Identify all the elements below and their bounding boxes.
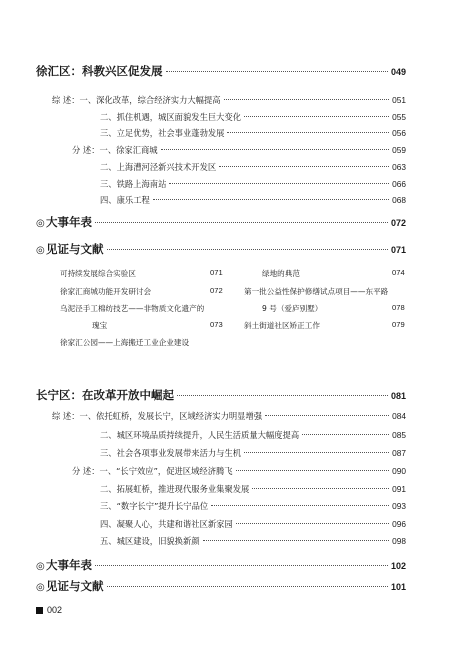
toc-entry[interactable] xyxy=(100,500,406,512)
toc-entry[interactable] xyxy=(72,144,406,156)
page-number: 068 xyxy=(392,195,406,205)
section-heading[interactable] xyxy=(36,387,406,403)
toc-entry[interactable] xyxy=(100,447,406,459)
dot-leader xyxy=(107,586,388,587)
page-number: 059 xyxy=(392,145,406,155)
entry-label: 综 述：一、依托虹桥，发展长宁，区域经济实力明显增强 xyxy=(52,411,263,421)
witness-item[interactable] xyxy=(60,268,230,279)
entry-label: 二、城区环境品质持续提升，人民生活质量大幅度提高 xyxy=(100,430,300,440)
toc-heading-chronicle[interactable] xyxy=(36,557,406,573)
dot-leader xyxy=(211,505,389,506)
bullet-icon: ◎ xyxy=(36,245,45,256)
witness-item-label: 徐家汇公园——上海搬迁工业企业建设 xyxy=(60,338,190,347)
dot-leader xyxy=(236,470,390,471)
toc-entry[interactable] xyxy=(100,194,406,206)
dot-leader xyxy=(153,199,389,200)
witness-item-label: 瑰宝 xyxy=(92,321,108,330)
footer-page-number: 002 xyxy=(47,605,63,615)
page-number: 093 xyxy=(392,501,406,511)
toc-entry[interactable] xyxy=(100,483,406,495)
page-number: 056 xyxy=(392,128,406,138)
page-number: 084 xyxy=(392,411,406,421)
page-number: 072 xyxy=(390,218,406,228)
toc-entry[interactable] xyxy=(100,178,406,190)
dot-leader xyxy=(169,183,389,184)
witness-item[interactable] xyxy=(92,320,230,331)
bullet-icon: ◎ xyxy=(36,218,45,229)
entry-label: 三、“数字长宁”提升长宁品位 xyxy=(100,501,209,511)
toc-heading-chronicle[interactable] xyxy=(36,214,406,230)
dot-leader xyxy=(236,523,389,524)
section-heading[interactable] xyxy=(36,63,406,79)
square-bullet-icon xyxy=(36,607,43,614)
toc-entry[interactable] xyxy=(100,111,406,123)
dot-leader xyxy=(244,452,389,453)
page-number: 102 xyxy=(390,561,406,571)
dot-leader xyxy=(265,415,389,416)
entry-label: 分 述：一、“长宁效应”，促进区域经济腾飞 xyxy=(72,466,233,476)
page-number: 078 xyxy=(392,303,405,312)
page-number: 071 xyxy=(210,268,223,277)
dot-leader xyxy=(166,71,388,72)
witness-item-label: 徐家汇商城功能开发研讨会 xyxy=(60,287,152,296)
toc-entry[interactable] xyxy=(100,518,406,530)
dot-leader xyxy=(161,149,390,150)
entry-label: 三、立足优势，社会事业蓬勃发展 xyxy=(100,128,225,138)
witness-item-label: 9 号（爱庐别墅） xyxy=(262,304,323,313)
entry-label: 四、康乐工程 xyxy=(100,195,150,205)
entry-label: 综 述：一、深化改革，综合经济实力大幅提高 xyxy=(52,95,221,105)
page-number: 055 xyxy=(392,112,406,122)
page-footer xyxy=(36,605,62,615)
witness-item[interactable] xyxy=(244,286,412,297)
page-number: 071 xyxy=(390,245,406,255)
page-number: 079 xyxy=(392,320,405,329)
toc-entry[interactable] xyxy=(100,127,406,139)
entry-label: 分 述：一、徐家汇商城 xyxy=(72,145,158,155)
witness-item-label: 乌泥泾手工棉纺技艺——非物质文化遗产的 xyxy=(60,304,205,313)
witness-item-label: 可持续发展综合实验区 xyxy=(60,269,136,278)
dot-leader xyxy=(227,132,389,133)
page-number: 073 xyxy=(210,320,223,329)
heading-label: 见证与文献 xyxy=(46,242,104,256)
toc-entry[interactable] xyxy=(72,465,406,477)
page-number: 066 xyxy=(392,179,406,189)
page-number: 090 xyxy=(392,466,406,476)
witness-item[interactable] xyxy=(262,268,412,279)
heading-label: 见证与文献 xyxy=(46,579,104,593)
witness-item[interactable] xyxy=(60,303,230,314)
bullet-icon: ◎ xyxy=(36,561,45,572)
entry-label: 二、上海漕河泾新兴技术开发区 xyxy=(100,162,217,172)
dot-leader xyxy=(107,249,388,250)
page-number: 072 xyxy=(210,286,223,295)
toc-entry[interactable] xyxy=(100,429,406,441)
section-title: 长宁区：在改革开放中崛起 xyxy=(36,388,174,402)
witness-item-label: 第一批公益性保护修缮试点项目——东平路 xyxy=(244,287,389,296)
page-number: 085 xyxy=(392,430,406,440)
dot-leader xyxy=(244,116,389,117)
toc-entry[interactable] xyxy=(100,161,406,173)
page-number: 063 xyxy=(392,162,406,172)
witness-item[interactable] xyxy=(60,286,230,297)
page-number: 087 xyxy=(392,448,406,458)
dot-leader xyxy=(203,540,390,541)
bullet-icon: ◎ xyxy=(36,582,45,593)
witness-item-label: 绿地的典范 xyxy=(262,269,300,278)
entry-label: 三、铁路上海南站 xyxy=(100,179,167,189)
dot-leader xyxy=(95,565,388,566)
toc-entry[interactable] xyxy=(52,410,406,422)
toc-entry[interactable] xyxy=(52,94,406,106)
entry-label: 二、拓展虹桥，推进现代服务业集聚发展 xyxy=(100,484,250,494)
heading-label: 大事年表 xyxy=(46,215,92,229)
witness-item[interactable] xyxy=(244,320,412,331)
dot-leader xyxy=(95,222,388,223)
witness-item[interactable] xyxy=(60,337,230,348)
toc-heading-witness[interactable] xyxy=(36,241,406,257)
toc-heading-witness[interactable] xyxy=(36,578,406,594)
dot-leader xyxy=(219,166,389,167)
entry-label: 四、凝聚人心，共建和谐社区新家园 xyxy=(100,519,233,529)
witness-item-label: 斜土街道社区矫正工作 xyxy=(244,321,320,330)
page-number: 074 xyxy=(392,268,405,277)
page-number: 101 xyxy=(390,582,406,592)
entry-label: 五、城区建设，旧貌换新颜 xyxy=(100,536,200,546)
dot-leader xyxy=(224,99,390,100)
page-number: 098 xyxy=(392,536,406,546)
dot-leader xyxy=(252,488,389,489)
toc-entry[interactable] xyxy=(100,535,406,547)
dot-leader xyxy=(177,395,388,396)
page-number: 096 xyxy=(392,519,406,529)
page-number: 081 xyxy=(390,391,406,401)
heading-label: 大事年表 xyxy=(46,558,92,572)
section-title: 徐汇区：科教兴区促发展 xyxy=(36,64,163,78)
page-number: 091 xyxy=(392,484,406,494)
dot-leader xyxy=(302,434,389,435)
entry-label: 三、社会各项事业发展带来活力与生机 xyxy=(100,448,242,458)
witness-item[interactable] xyxy=(262,303,412,314)
page-number: 049 xyxy=(390,67,406,77)
page-number: 051 xyxy=(392,95,406,105)
entry-label: 二、抓住机遇，城区面貌发生巨大变化 xyxy=(100,112,242,122)
